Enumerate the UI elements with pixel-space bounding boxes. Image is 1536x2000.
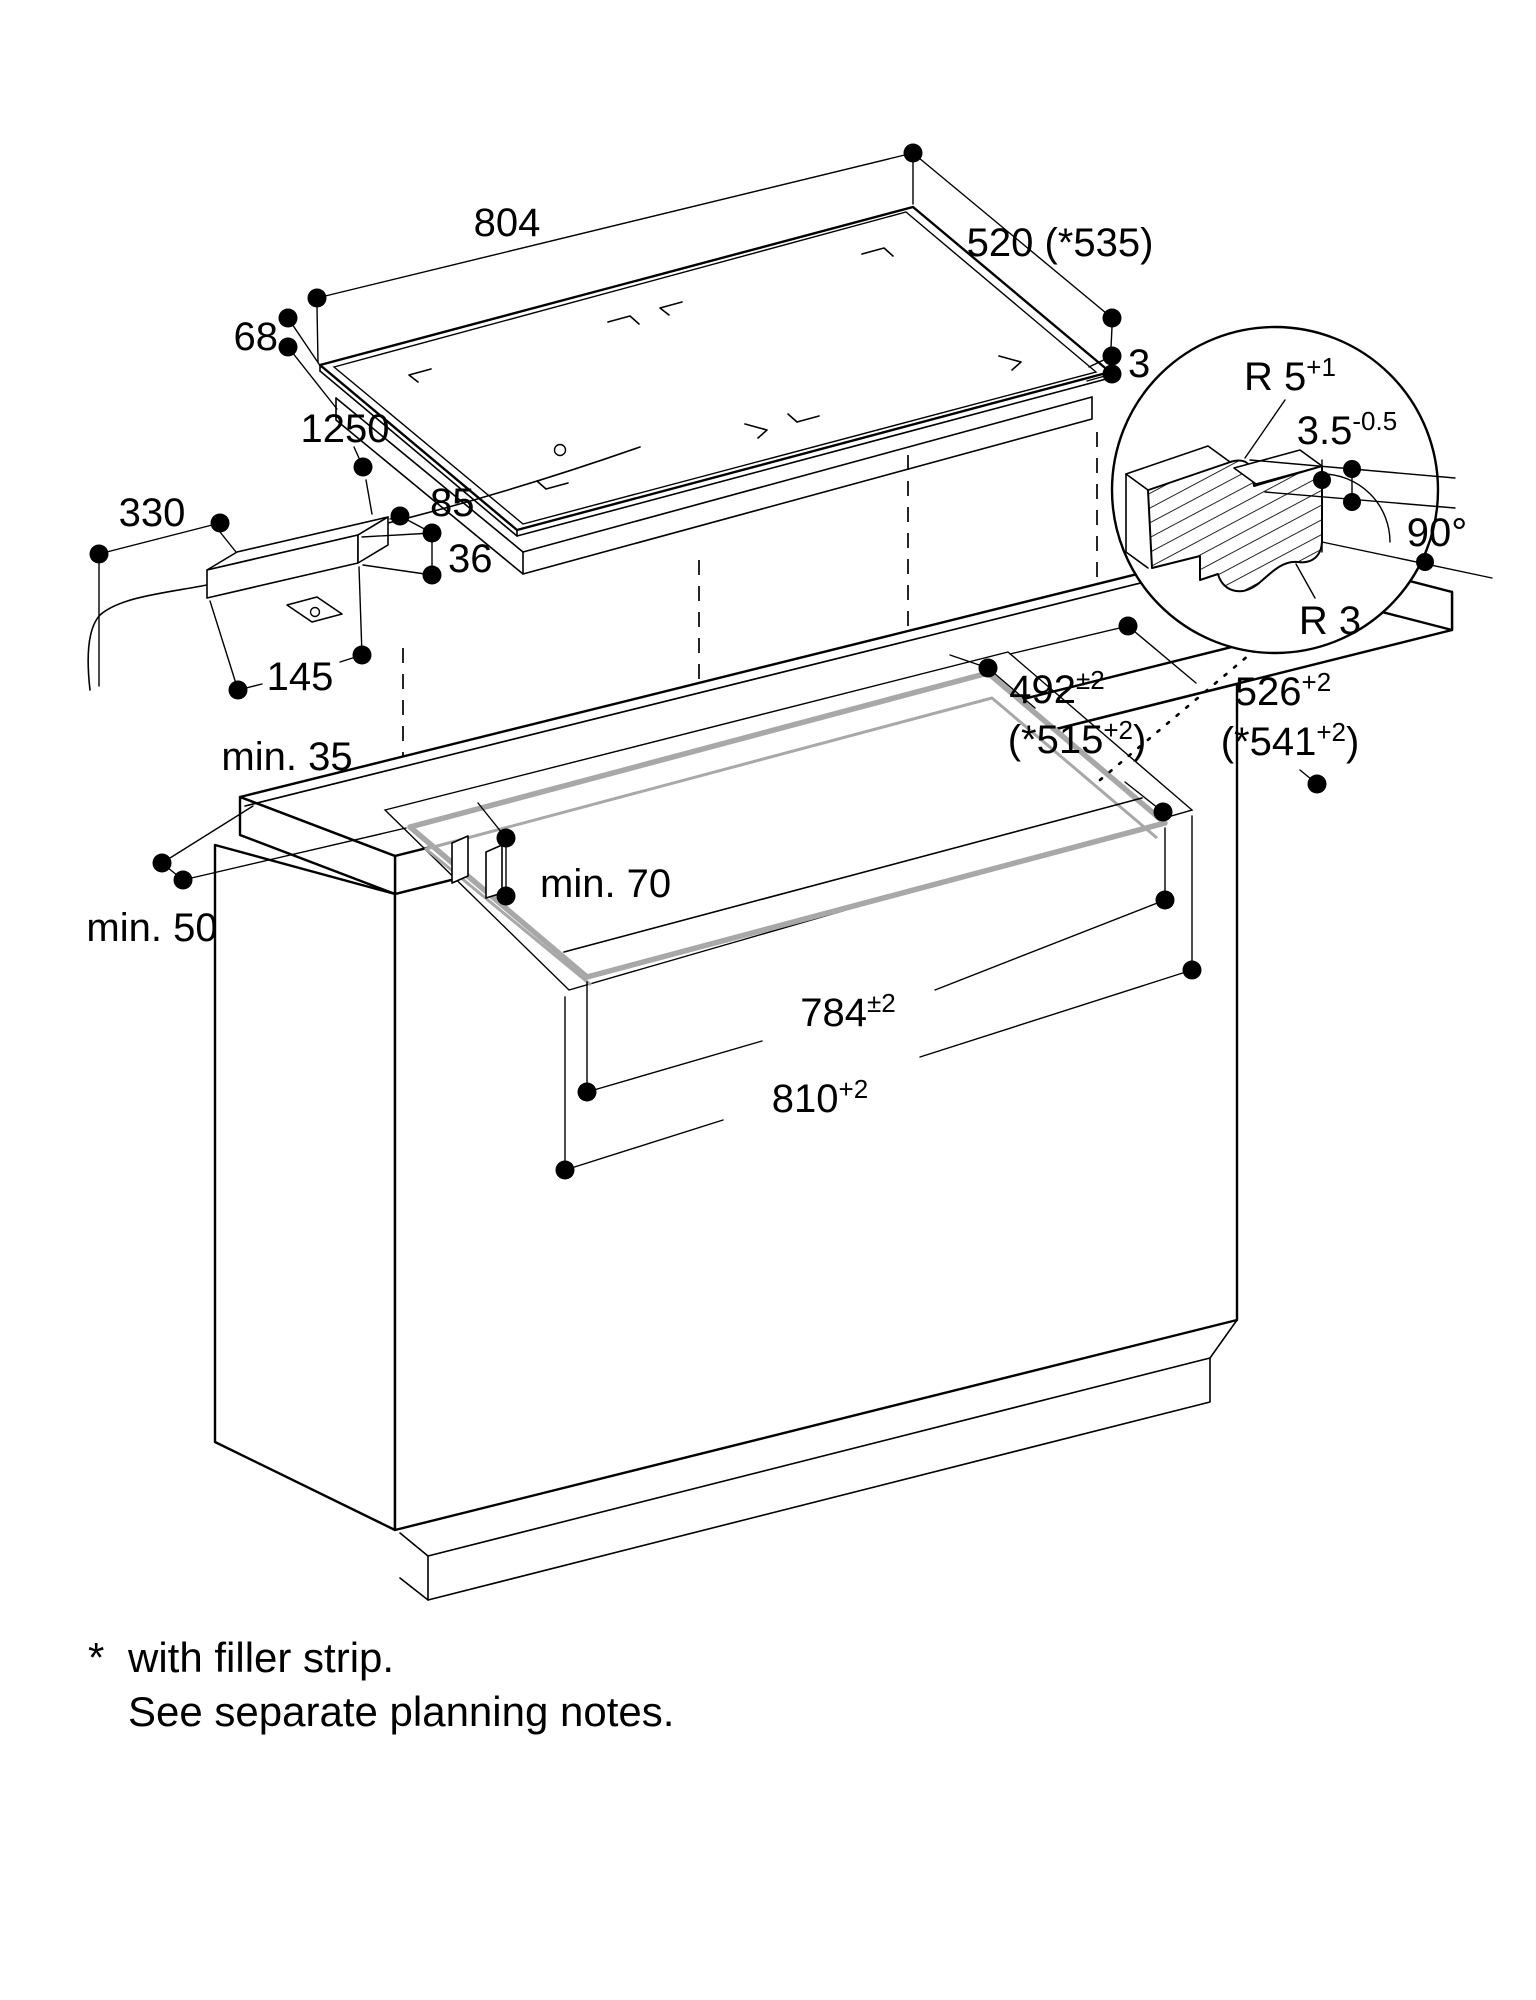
cabinet-left-side [215,845,395,1530]
dim-box-depth-label: 85 [430,481,475,525]
front-rail-label: min. 70 [540,862,672,906]
detail-radius-bottom-label: R 3 [1298,599,1362,643]
dim-cooktop-depth-label: 520 (*535) [966,221,1154,265]
dim-cooktop-width-label: 804 [473,201,541,245]
dimension-330 [90,514,237,687]
dim-glass-overhang-label: 3 [1128,342,1151,386]
dim-cooktop-height-label: 68 [233,315,278,359]
footnote-line1: with filler strip. [128,1634,395,1681]
detail-rebate-depth-label: $3.5^{-0.5}$ [1296,406,1398,453]
dim-box-height-label: 36 [448,537,493,581]
cutout-width-label: $784^{\pm 2}$ [800,988,896,1035]
cutout-depth-alt-label: $(*515^{+2})$ [1007,715,1147,762]
clearance-back-label: min. 35 [221,735,353,779]
clearance-side-label: min. 50 [86,906,218,950]
outer-depth-label: $526^{+2}$ [1234,667,1332,714]
footnote-line2: See separate planning notes. [128,1688,675,1735]
rail-end-tab [452,836,468,883]
mounting-tab [287,597,342,622]
outer-width-label: $810^{+2}$ [771,1074,869,1121]
dim-cable-left-label: 330 [118,491,186,535]
cutout-depth-label: $492^{\pm 2}$ [1009,665,1105,712]
dim-cable-length-label: 1250 [300,407,390,451]
dimension-68 [279,309,338,410]
footnote-marker: * [88,1634,105,1681]
dimension-1250 [354,447,373,514]
cable-left [88,585,207,690]
outer-depth-alt-label: $(*541^{+2})$ [1220,717,1360,764]
detail-radius-top-label: R $5^{+1}$ [1244,352,1336,399]
dim-box-length-label: 145 [266,655,334,699]
detail-angle-label: 90° [1406,511,1468,555]
